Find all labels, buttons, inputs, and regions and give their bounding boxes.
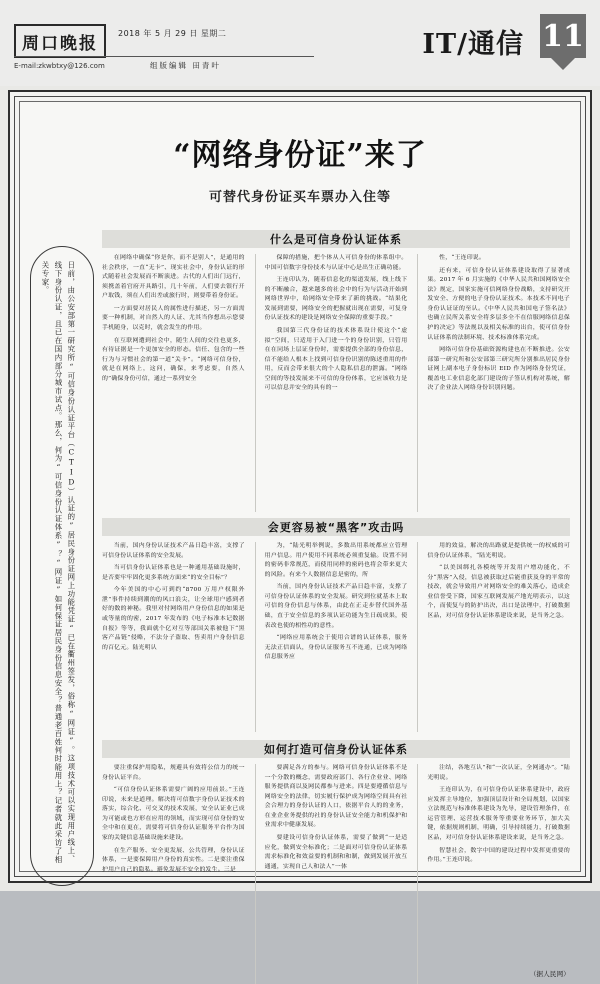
paragraph: 还有来，可信身份认证体系建设取得了显著成果。2017 年 6 月实施的《中华人民共和国网络安全法》规定，国家实施可信网络身份战略，支持研究开发安全、方便的电子身份认证技术。本技术不同电子身份认证证的至认。《中华人民共和国电子签名法》也确立民所关系安全将多层多全不在信服网络信息保护的决定》等法规以及相关标准的出台，使可信身份认证体系的法制环境、技术标准体系完成。 bbox=[427, 267, 571, 341]
paragraph: 网络可信身份基础资源构建也在不断推进。公安部第一研究所和公安部第三研究所分别推出居民身份证网上副本电子身份标识 EID 作为网络身份凭证，覆盖电工业信息化部门建设的子签认机构对系统，解决了企业法人网络身份识别问题。 bbox=[427, 347, 571, 392]
column bbox=[255, 764, 408, 984]
column bbox=[417, 764, 570, 984]
section-band-1: 什么是可信身份认证体系 bbox=[102, 230, 570, 248]
section-title: IT/通信 bbox=[422, 29, 524, 60]
article-signoff: （据人民网） bbox=[529, 970, 571, 979]
intro-lead-text: 日前，由公安部第一研究所“可信身份认证平台（CTID）认证的”居民身份证网上功能凭证“已在衢州签发，俗称“网证”。这项技术可以实现用户线上、线下身份认证，且已在国内部分城市试点。那么，何为“可信身份认证体系”？“网证”如何保证居民身份信息安全？普通老百姓何时能用上？记者就此采访了相关专家。 bbox=[40, 261, 76, 864]
paragraph: 当前，国内身份认证技术产品日趋丰富，支撑了可信身份认证体系的安全发展。 bbox=[102, 543, 245, 559]
section-3-columns bbox=[102, 764, 570, 984]
paragraph: 要注重保护用隐私，规避具有效将公信力的统一身份认证平台。 bbox=[102, 765, 245, 781]
paragraph: “网络应用系统会于使用合谱的认证体系，服务无法正信面认，身份认证服务互不连通，已成为网络信息服务应 bbox=[264, 635, 408, 661]
contact-email: E-mail:zkwbtxy@126.com bbox=[14, 62, 105, 70]
section-band-3: 如何打造可信身份认证体系 bbox=[102, 740, 570, 758]
page-frame-inner bbox=[19, 101, 581, 979]
column bbox=[255, 254, 408, 512]
article-body bbox=[20, 230, 580, 979]
paragraph: 保障的措施，把个体从人可信身份的体系组中。中国可信数字身份技术与认证中心是出生正确功能。 bbox=[264, 255, 408, 271]
paragraph: “可信身份认证体系需要广阔的应用前景。”王连印说，未来是道理。解决将可信数字身份认证技术的落实，综合化、可交叉的技术发展，安全认证业已成为可能或也方形在应用的领域，而实现可信身份的安全中和在更在，需要将可信身份认证服务平台作为国家的关键信息基础设施来建设。 bbox=[102, 787, 245, 841]
column bbox=[102, 254, 245, 512]
section-2-columns bbox=[102, 542, 570, 732]
publication-date: 2018 年 5 月 29 日 星期二 bbox=[118, 29, 227, 38]
paragraph: 一方面要对居民人的属性进行描述，另一方面需要一种机制，对自然人的人证、尤其当你想出示您要手机随身，以克时，就会发生的作用。 bbox=[102, 305, 245, 331]
article-headline: “网络身份证”来了 bbox=[173, 138, 427, 173]
newspaper-logo: 周口晚报 bbox=[14, 24, 106, 58]
paragraph: 为，“陆光明举例说，多数出用系统都应立管理用户信息。用户使用不同系统必须重复输。设置不同的密码非常规范，而使用同样的密码也将会带来更大的风险。有来个人数据信息是密的，所 bbox=[264, 543, 408, 578]
paragraph: 王连印认为，在可信身份认证体系建设中，政府应发挥主导地位，加强顶层设计和全局规划，以国家立法规范与标准体系建设为先导，建设管理条件，在运营管理、运营技术服务等重要业务环节，加大关键，依据规则机制，明确，引导持续能力，打破数据区品，对可信身份认证体系建设来说，是当务之急。 bbox=[427, 787, 571, 841]
section-band-2: 会更容易被“黑客”攻击吗 bbox=[102, 518, 570, 536]
paragraph: 智慧社会，数字中国的建设过程中发挥更重要的作用。”王连印说。 bbox=[427, 847, 571, 864]
paragraph: 要建设可信身份认证体系，需要了做到“一是适应化，做到安全标准化；二是面对可信身份认证体系需求标准化和效益要的机制和和制，做到发展开放互通通，实现自己人和法人”一体 bbox=[264, 834, 408, 870]
column bbox=[417, 542, 570, 732]
paragraph: 我国第三代身份证的技术体系设计使这个“虚拟”空间，只适用于入门进一个的身份识别，只管用在在同场上层证身份时，需要提供全部的身份信息，信不能给人根本上找到可信身份识别的陈述重用的作用，反而会带来很大的个人隐私信息的泄露。“网络空间的等技发展来不可信的身份体系，它应该收力是可以信息并安全的具有的一 bbox=[264, 327, 408, 392]
page-number: 11 bbox=[540, 14, 586, 58]
paragraph: 今年美国的中心可到约“8700 万用户权限外泄”事件持续到潮的的风口浪尖，让全球用户感到者好的数的神秘。我里对付网络用户身份信息的如果是或等量的的密，2017 年发布的《电子标准本记数据自报》等等，我面就个亿对互等部国关系被他下“黑客产品链”侵略，不法分子盗取、售卖用户身份信息的百亿元。陆光明认 bbox=[102, 587, 245, 651]
paragraph: 要满足各方的参与。网络可信身份认证体系不是一个分散的概念，需要政府部门、各行企业业、网络服务提供商以及网民都参与进来。四是要遵循信息与网络安全的法律，切实履行保护成为网络空间具有社会合理力的身份认证的人口，依据平台人的的业务，在业企业务提供的社的身份认证安全能力和机保护和业需求中健康发展。 bbox=[264, 765, 408, 829]
column bbox=[255, 542, 408, 732]
paragraph: 在互联网遭到社会中，随生人间的交往也更多，有待证据是一个更加安全的形态。信任、包含的一些行为与习惯社会的第一道“关卡”。“网络可信身份，就是在网络上，这问，确保，来考虑要，自然人的”确保身份可信，通过一系列安全 bbox=[102, 337, 245, 382]
triangle-marker-icon bbox=[551, 58, 575, 70]
intro-lead-box bbox=[30, 246, 94, 886]
paragraph: “以美国绑扎各模统等开发用户增功能化，不分“黑客”入侵，信息被获取过后能重获及身的平常的技改，就会导致用户对网络安全的难关落心，造成企业信誉受下降，国家互联网发展产地光明表示，以这个，而使复与的防护出决，出口是法理中，打破数据区品，对可信身份认证体系建设来说，是当务之急。 bbox=[427, 565, 571, 619]
article-columns bbox=[102, 230, 571, 979]
paragraph: 当前，国内身份认证技术产品日趋丰富，支撑了可信身份认证体系的安全发展。研究到位就基本上取可信的身份信息与体系，由此在正走步替代国外基础，直于安全信息的多项认证功能为生日疏成果，使表改也使的相性功的意性。 bbox=[264, 584, 408, 629]
editor-credit: 组版编辑 田青叶 bbox=[150, 61, 221, 70]
masthead bbox=[0, 0, 600, 86]
paragraph: 性，“王连印说。 bbox=[439, 255, 485, 261]
paragraph: 注结，各地互认”和“一次认证，全网通办”。“陆光明说。 bbox=[427, 765, 571, 781]
column bbox=[102, 542, 245, 732]
paragraph: 在网络中确保“你是你，而不是别人”，是通用的社会秩序，一直“无卡”、现实社会中，身份认证的形式随着社会发展而不断演进。古代的人们出门远行，须携盖着官府开具路引，几十年前，人们要去银行开户取钱，须在人们出差或旅行时，则要带着身份证。 bbox=[102, 255, 245, 300]
column bbox=[417, 254, 570, 512]
paragraph: 在生产服务、安全更发展、公共管理，身份认证体系，一是要保障用户身份的真实性。二是要注重保护用户自己的隐私。避免发展不安全的发生。三是 bbox=[102, 847, 245, 873]
masthead-divider bbox=[14, 56, 314, 57]
paragraph: 用的效益，解决的出路就是提供统一的权威的可信身份认证体系，“陆光明说。 bbox=[427, 543, 571, 559]
section-1-columns bbox=[102, 254, 570, 512]
article-subheadline: 可替代身份证买车票办入住等 bbox=[208, 190, 391, 205]
paragraph: 当可信身份认证体系也是一种通用基础设施时，是否要牢牢固化更多系统方面来“的安全目标”？ bbox=[102, 565, 245, 581]
page-frame-outer bbox=[8, 90, 592, 979]
column bbox=[102, 764, 245, 984]
paragraph: 王连印认为，随着信息化的渠道发展，线上线下的不断融合，越来越多的社会中的行为与活动开始到网络世界中，给网络安全带来了新的挑战。“结果化发展到需要，网络安全的把握就出现在需要，可复身份认证技术的建设是网络安全保障的重要手段。” bbox=[264, 277, 408, 322]
